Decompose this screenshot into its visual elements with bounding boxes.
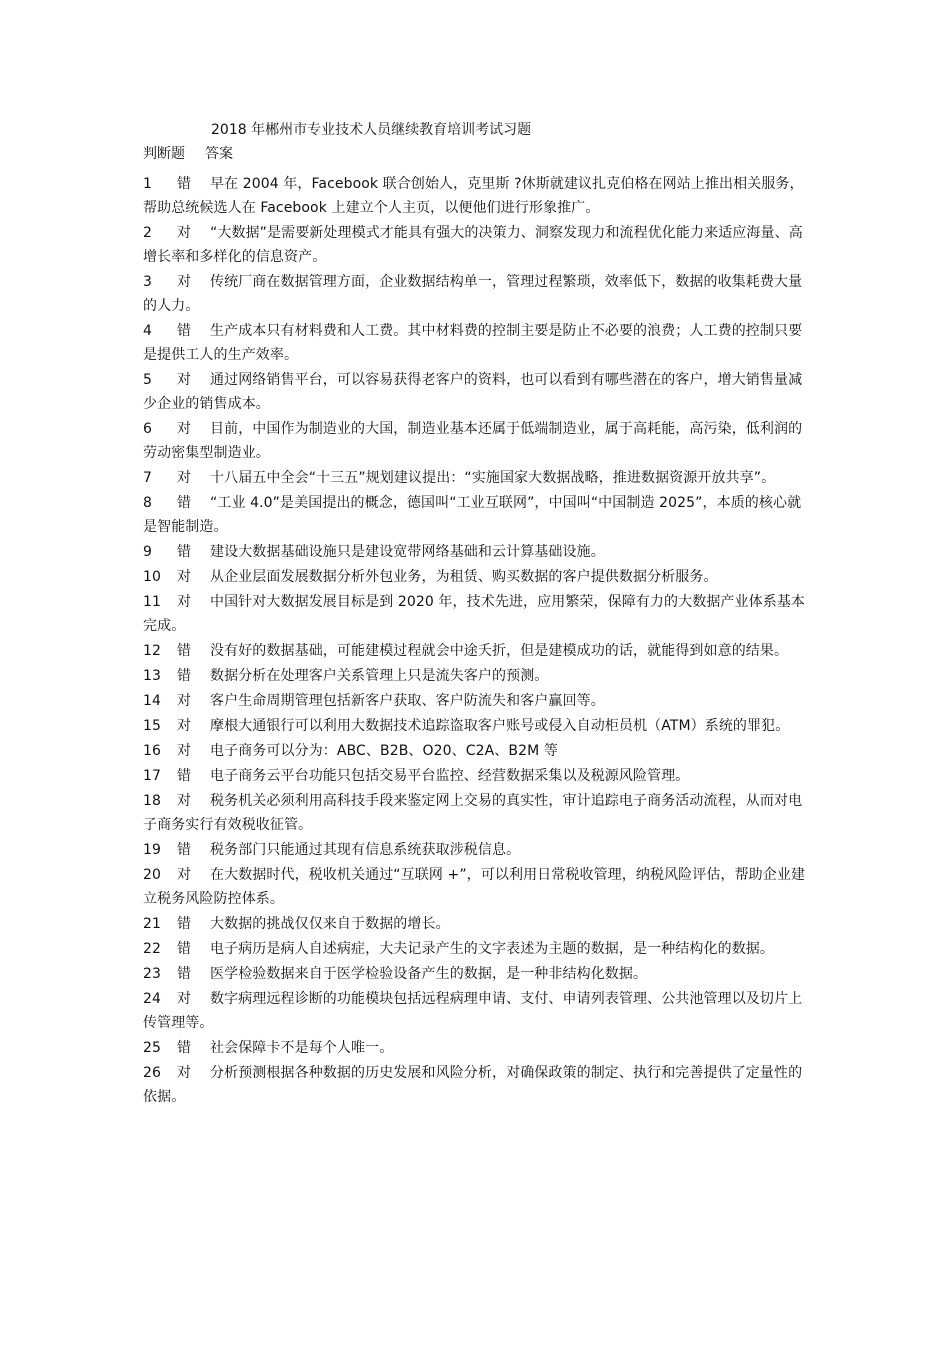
question-number: 25: [143, 1040, 162, 1056]
question-number: 3: [143, 274, 153, 290]
question-text: 摩根大通银行可以利用大数据技术追踪盗取客户账号或侵入自动柜员机（ATM）系统的罪犯。: [210, 718, 790, 734]
question-answer: 对: [177, 594, 192, 610]
question-item: [143, 863, 808, 911]
question-item: [143, 466, 808, 490]
question-item: [143, 590, 808, 638]
question-text: 客户生命周期管理包括新客户获取、客户防流失和客户赢回等。: [210, 693, 605, 709]
question-text: 十八届五中全会“十三五”规划建议提出：“实施国家大数据战略，推进数据资源开放共享”。: [210, 470, 776, 486]
question-item: [143, 270, 808, 318]
question-answer: 对: [177, 421, 192, 437]
question-item: [143, 912, 808, 936]
question-answer: 错: [177, 323, 192, 339]
question-answer: 对: [177, 1065, 192, 1081]
question-item: [143, 1061, 808, 1109]
question-text: 从企业层面发展数据分析外包业务，为租赁、购买数据的客户提供数据分析服务。: [210, 569, 718, 585]
question-text: 通过网络销售平台，可以容易获得老客户的资料，也可以看到有哪些潜在的客户，增大销售量减少企业的销售成本。: [143, 372, 803, 412]
question-answer: 对: [177, 793, 192, 809]
question-item: [143, 689, 808, 713]
question-text: 在大数据时代，税收机关通过“互联网 +”，可以利用日常税收管理，纳税风险评估，帮助企业建立税务风险防控体系。: [143, 867, 806, 907]
question-text: 社会保障卡不是每个人唯一。: [210, 1040, 394, 1056]
question-text: 税务机关必须利用高科技手段来鉴定网上交易的真实性，审计追踪电子商务活动流程，从而对电子商务实行有效税收征管。: [143, 793, 803, 833]
question-number: 17: [143, 768, 162, 784]
question-text: “大数据”是需要新处理模式才能具有强大的决策力、洞察发现力和流程优化能力来适应海量、高增长率和多样化的信息资产。: [143, 225, 803, 265]
question-number: 6: [143, 421, 153, 437]
question-answer: 错: [177, 966, 192, 982]
question-text: 生产成本只有材料费和人工费。其中材料费的控制主要是防止不必要的浪费；人工费的控制只要是提供工人的生产效率。: [143, 323, 803, 363]
question-item: [143, 789, 808, 837]
question-answer: 对: [177, 693, 192, 709]
question-number: 24: [143, 991, 162, 1007]
question-item: [143, 1036, 808, 1060]
question-text: 早在 2004 年，Facebook 联合创始人，克里斯 ?休斯就建议扎克伯格在网站上推出相关服务，帮助总统候选人在 Facebook 上建立个人主页，以便他们进行形象推广。: [143, 176, 804, 216]
question-text: 税务部门只能通过其现有信息系统获取涉税信息。: [210, 842, 521, 858]
question-answer: 错: [177, 643, 192, 659]
question-item: [143, 739, 808, 763]
question-number: 19: [143, 842, 162, 858]
question-item: [143, 368, 808, 416]
question-answer: 对: [177, 372, 192, 388]
question-text: 数字病理远程诊断的功能模块包括远程病理申请、支付、申请列表管理、公共池管理以及切片上传管理等。: [143, 991, 803, 1031]
question-item: [143, 172, 808, 220]
question-answer: 对: [177, 718, 192, 734]
question-item: [143, 714, 808, 738]
question-answer: 对: [177, 743, 192, 759]
question-number: 22: [143, 941, 162, 957]
question-number: 5: [143, 372, 153, 388]
question-number: 18: [143, 793, 162, 809]
question-number: 15: [143, 718, 162, 734]
question-text: 数据分析在处理客户关系管理上只是流失客户的预测。: [210, 668, 549, 684]
question-answer: 对: [177, 867, 192, 883]
question-item: [143, 319, 808, 367]
question-number: 14: [143, 693, 162, 709]
question-item: [143, 491, 808, 539]
question-item: [143, 664, 808, 688]
question-answer: 对: [177, 225, 192, 241]
question-answer: 错: [177, 668, 192, 684]
question-answer: 对: [177, 991, 192, 1007]
question-number: 20: [143, 867, 162, 883]
question-text: 医学检验数据来自于医学检验设备产生的数据，是一种非结构化数据。: [210, 966, 648, 982]
question-list: [143, 172, 808, 1110]
question-number: 13: [143, 668, 162, 684]
question-item: [143, 937, 808, 961]
question-text: 建设大数据基础设施只是建设宽带网络基础和云计算基础设施。: [210, 544, 605, 560]
question-number: 16: [143, 743, 162, 759]
question-answer: 对: [177, 569, 192, 585]
question-answer: 错: [177, 1040, 192, 1056]
answer-column-label: 答案: [205, 146, 233, 162]
question-number: 10: [143, 569, 162, 585]
question-number: 26: [143, 1065, 162, 1081]
question-number: 9: [143, 544, 153, 560]
question-number: 21: [143, 916, 162, 932]
question-number: 11: [143, 594, 162, 610]
question-number: 7: [143, 470, 153, 486]
question-answer: 错: [177, 941, 192, 957]
question-item: [143, 962, 808, 986]
question-answer: 错: [177, 544, 192, 560]
question-item: [143, 417, 808, 465]
question-answer: 错: [177, 176, 192, 192]
question-item: [143, 221, 808, 269]
question-item: [143, 565, 808, 589]
question-answer: 错: [177, 916, 192, 932]
question-text: 没有好的数据基础，可能建模过程就会中途夭折，但是建模成功的话，就能得到如意的结果。: [210, 643, 789, 659]
column-header: [143, 146, 233, 162]
question-text: “工业 4.0”是美国提出的概念，德国叫“工业互联网”，中国叫“中国制造 2025”，本质的核心就是智能制造。: [143, 495, 802, 535]
question-item: [143, 639, 808, 663]
question-number: 1: [143, 176, 153, 192]
question-answer: 错: [177, 495, 192, 511]
question-number: 12: [143, 643, 162, 659]
question-text: 大数据的挑战仅仅来自于数据的增长。: [210, 916, 450, 932]
document-title: 2018 年郴州市专业技术人员继续教育培训考试习题: [211, 122, 532, 138]
question-item: [143, 987, 808, 1035]
question-answer: 错: [177, 768, 192, 784]
question-item: [143, 764, 808, 788]
question-item: [143, 838, 808, 862]
question-item: [143, 540, 808, 564]
question-number: 23: [143, 966, 162, 982]
question-answer: 错: [177, 842, 192, 858]
question-text: 目前，中国作为制造业的大国，制造业基本还属于低端制造业，属于高耗能，高污染，低利润的劳动密集型制造业。: [143, 421, 803, 461]
question-text: 电子商务云平台功能只包括交易平台监控、经营数据采集以及税源风险管理。: [210, 768, 690, 784]
question-text: 传统厂商在数据管理方面，企业数据结构单一，管理过程繁琐，效率低下，数据的收集耗费大量的人力。: [143, 274, 803, 314]
question-text: 电子病历是病人自述病症，大夫记录产生的文字表述为主题的数据，是一种结构化的数据。: [210, 941, 774, 957]
question-text: 分析预测根据各种数据的历史发展和风险分析，对确保政策的制定、执行和完善提供了定量性的依据。: [143, 1065, 803, 1105]
question-type-label: 判断题: [143, 146, 185, 162]
question-number: 4: [143, 323, 153, 339]
question-text: 中国针对大数据发展目标是到 2020 年，技术先进，应用繁荣，保障有力的大数据产业体系基本完成。: [143, 594, 806, 634]
question-text: 电子商务可以分为：ABC、B2B、O20、C2A、B2M 等: [210, 743, 558, 759]
question-number: 8: [143, 495, 153, 511]
question-number: 2: [143, 225, 153, 241]
question-answer: 对: [177, 470, 192, 486]
question-answer: 对: [177, 274, 192, 290]
